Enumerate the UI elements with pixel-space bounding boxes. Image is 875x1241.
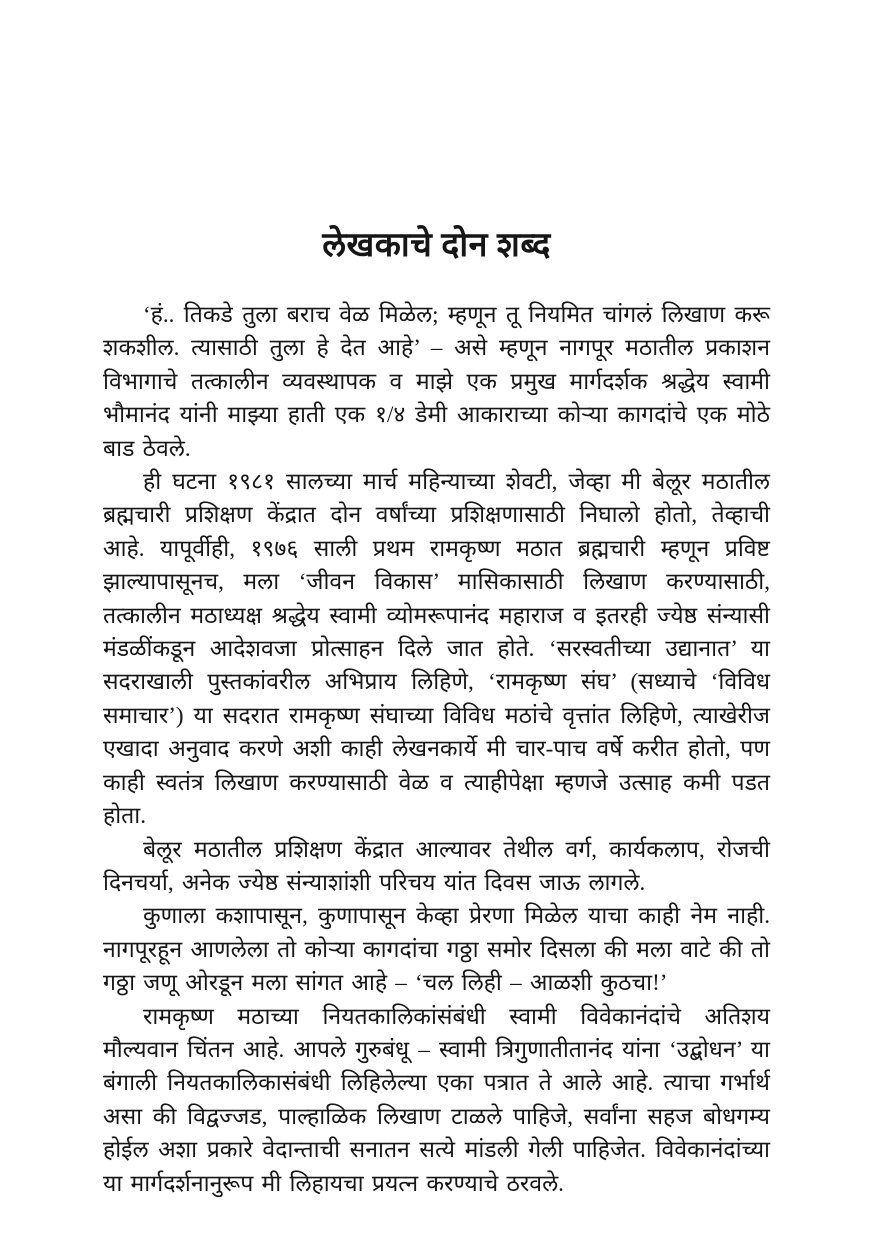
paragraph-intro-quote: ‘हं.. तिकडे तुला बराच वेळ मिळेल; म्हणून तू नियमित चांगलं लिखाण करू शकशील. त्यासाठी तुला हे देत आहे’ – असे म्हणून नागपूर मठातील प्रकाशन विभागाचे तत्कालीन व्यवस्थापक व माझे एक प्रमुख मार्गदर्शक श्रद्धेय स्वामी भौमानंद यांनी माझ्या हाती एक १/४ डेमी आकाराच्या कोऱ्या कागदांचे एक मोठे बाड ठेवले. bbox=[103, 302, 770, 461]
paragraph-inspiration: कुणाला कशापासून, कुणापासून केव्हा प्रेरणा मिळेल याचा काही नेम नाही. नागपूरहून आणलेला तो कोऱ्या कागदांचा गठ्ठा समोर दिसला की मला वाटे की तो गठ्ठा जणू ओरडून मला सांगत आहे – ‘चल लिही – आळशी कुठचा!’ bbox=[103, 903, 770, 996]
paragraph-training-days: बेलूर मठातील प्रशिक्षण केंद्रात आल्यावर तेथील वर्ग, कार्यकलाप, रोजची दिनचर्या, अनेक ज्येष्ठ संन्याशांशी परिचय यांत दिवस जाऊ लागले. bbox=[103, 836, 770, 895]
paragraph-vivekananda-guidance: रामकृष्ण मठाच्या नियतकालिकांसंबंधी स्वामी विवेकानंदांचे अतिशय मौल्यवान चिंतन आहे. आपले गुरुबंधू – स्वामी त्रिगुणातीतानंद यांना ‘उद्बोधन’ या बंगाली नियतकालिकासंबंधी लिहिलेल्या एका पत्रात ते आले आहे. त्याचा गर्भार्थ असा की विद्वज्जड, पाल्हाळिक लिखाण टाळले पाहिजे, सर्वांना सहज बोधगम्य होईल अशा प्रकारे वेदान्ताची सनातन सत्ये मांडली गेली पाहिजेत. विवेकानंदांच्या या मार्गदर्शनानुरूप मी लिहायचा प्रयत्न करण्याचे ठरवले. bbox=[103, 1003, 770, 1196]
page-content bbox=[103, 224, 770, 1200]
paragraph-1981-belur: ही घटना १९८१ सालच्या मार्च महिन्याच्या शेवटी, जेव्हा मी बेलूर मठातील ब्रह्मचारी प्रशिक्षण केंद्रात दोन वर्षांच्या प्रशिक्षणासाठी निघालो होतो, तेव्हाची आहे. यापूर्वीही, १९७६ साली प्रथम रामकृष्ण मठात ब्रह्मचारी म्हणून प्रविष्ट झाल्यापासूनच, मला ‘जीवन विकास’ मासिकासाठी लिखाण करण्यासाठी, तत्कालीन मठाध्यक्ष श्रद्धेय स्वामी व्योमरूपानंद महाराज व इतरही ज्येष्ठ संन्यासी मंडळींकडून आदेशवजा प्रोत्साहन दिले जात होते. ‘सरस्वतीच्या उद्यानात’ या सदराखाली पुस्तकांवरील अभिप्राय लिहिणे, ‘रामकृष्ण संघ’ (सध्याचे ‘विविध समाचार’) या सदरात रामकृष्ण संघाच्या विविध मठांचे वृत्तांत लिहिणे, त्याखेरीज एखादा अनुवाद करणे अशी काही लेखनकार्ये मी चार-पाच वर्षे करीत होतो, पण काही स्वतंत्र लिखाण करण्यासाठी वेळ व त्याहीपेक्षा म्हणजे उत्साह कमी पडत होता. bbox=[103, 469, 770, 829]
page-title: लेखकाचे दोन शब्द bbox=[322, 227, 551, 264]
